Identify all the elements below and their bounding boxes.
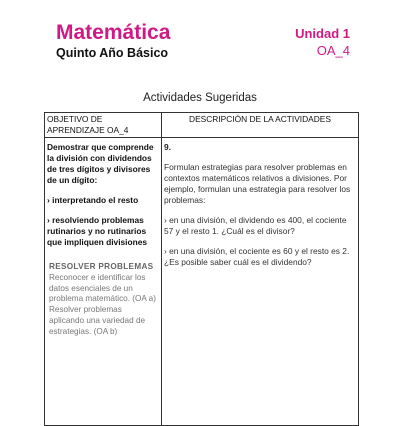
- activity-bullet: › en una división, el dividendo es 400, el cociente 57 y el resto 1. ¿Cuál es el divisor?: [164, 215, 347, 236]
- skill-box: [49, 262, 157, 338]
- document-subtitle: Quinto Año Básico: [56, 46, 169, 60]
- oa-label: OA_4: [316, 43, 350, 58]
- activity-bullet: › en una división, el cociente es 60 y el resto es 2. ¿Es posible saber cuál es el dividendo?: [164, 246, 350, 267]
- header-left: [56, 22, 170, 60]
- skill-title: RESOLVER PROBLEMAS: [49, 262, 154, 271]
- header-right: [295, 26, 350, 59]
- activity-number: 9.: [164, 142, 171, 152]
- section-title: Actividades Sugeridas: [143, 92, 257, 104]
- document-title: Matemática: [56, 21, 171, 44]
- activities-table: [44, 112, 359, 426]
- objective-bullet: › interpretando el resto: [47, 195, 139, 205]
- description-header: DESCRIPCIÓN DE LA ACTIVIDADES: [162, 113, 359, 138]
- table-header-row: [45, 113, 359, 138]
- objective-bullet: › resolviendo problemas rutinarios y no rutinarios que impliquen divisiones: [47, 215, 148, 247]
- description-cell: [162, 138, 359, 426]
- objective-text: [47, 142, 159, 248]
- objective-statement: Demostrar que comprende la división con dividendos de tres dígitos y divisores de un dígito:: [47, 142, 154, 185]
- objective-header: OBJETIVO DE APRENDIZAJE OA_4: [45, 113, 162, 138]
- table-row: [45, 138, 359, 426]
- skill-text: Reconocer e identificar los datos esenciales de un problema matemático. (OA a) Resolver problemas aplicando una variedad de estrategias. (OA b): [49, 272, 156, 336]
- unit-label: Unidad 1: [295, 26, 350, 41]
- objective-cell: [45, 138, 162, 426]
- activity-intro: Formulan estrategias para resolver problemas en contextos matemáticos relativos a divisiones. Por ejemplo, formulan una estrategia para resolver los problemas:: [164, 162, 351, 205]
